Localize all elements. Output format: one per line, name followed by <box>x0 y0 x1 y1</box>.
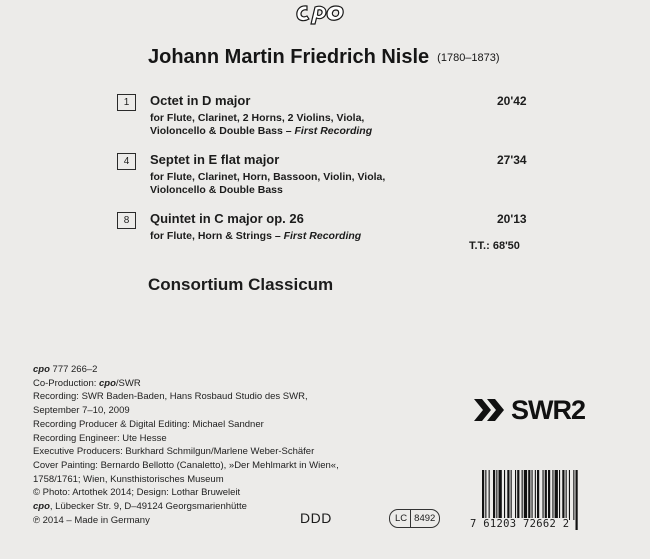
label-code <box>389 509 440 528</box>
cpo-logo <box>293 1 355 25</box>
double-chevron-icon <box>472 397 508 423</box>
track-number: 8 <box>117 212 136 229</box>
catalog-number-text: 777 266–2 <box>52 364 98 375</box>
recording-line: September 7–10, 2009 <box>33 405 130 417</box>
recording-line: Recording: SWR Baden-Baden, Hans Rosbaud Studio des SWR, <box>33 391 308 403</box>
track-instrumentation <box>150 112 372 138</box>
executive-line: Executive Producers: Burkhard Schmilgun/Marlene Weber-Schäfer <box>33 446 315 458</box>
ddd-mark: DDD <box>300 510 332 526</box>
painting-line: Cover Painting: Bernardo Bellotto (Canaletto), »Der Mehlmarkt in Wien«, <box>33 459 339 471</box>
cpo-wordmark: cpo <box>33 364 50 375</box>
instrumentation-text: Violoncello & Double Bass <box>150 125 283 137</box>
engineer-line: Recording Engineer: Ute Hesse <box>33 432 167 444</box>
track-duration: 20'42 <box>497 94 527 108</box>
track-number: 1 <box>117 94 136 111</box>
composer-dates: (1780–1873) <box>437 52 500 64</box>
instrumentation-text: for Flute, Horn & Strings <box>150 230 272 242</box>
address-text: , Lübecker Str. 9, D–49124 Georgsmarienhütte <box>49 501 247 513</box>
track-title: Septet in E flat major <box>150 152 280 167</box>
catalog-number <box>33 363 339 377</box>
track-title: Octet in D major <box>150 93 251 108</box>
instrumentation-line: for Flute, Clarinet, 2 Horns, 2 Violins, Viola, <box>150 112 365 124</box>
barcode-digits: 7 61203 72662 2 <box>470 518 570 530</box>
track-title: Quintet in C major op. 26 <box>150 211 304 226</box>
first-recording-note: – First Recording <box>274 230 362 242</box>
painting-line: 1758/1761; Wien, Kunsthistorisches Museum <box>33 473 224 485</box>
label-code-prefix: LC <box>390 510 411 527</box>
swr2-text: SWR2 <box>511 394 586 425</box>
coproduction-label: Co-Production: <box>33 377 97 389</box>
ensemble-name: Consortium Classicum <box>148 275 334 294</box>
coproduction-rest: /SWR <box>115 377 141 389</box>
composer-heading <box>148 46 500 69</box>
instrumentation-line <box>150 125 372 138</box>
photo-line: © Photo: Artothek 2014; Design: Lothar Bruweleit <box>33 487 241 499</box>
address-line <box>33 500 339 514</box>
producer-line: Recording Producer & Digital Editing: Michael Sandner <box>33 418 264 430</box>
cpo-wordmark: cpo <box>99 377 116 389</box>
copyright-line: ℗ 2014 – Made in Germany <box>33 514 150 526</box>
first-recording-note: – First Recording <box>285 125 373 137</box>
swr2-logo <box>472 395 585 425</box>
instrumentation-line <box>150 230 361 243</box>
total-time: T.T.: 68'50 <box>469 240 520 252</box>
label-code-number: 8492 <box>414 513 436 524</box>
instrumentation-line: Violoncello & Double Bass <box>150 184 283 196</box>
track-duration: 27'34 <box>497 153 527 167</box>
track-duration: 20'13 <box>497 212 527 226</box>
cpo-wordmark: cpo <box>33 501 50 513</box>
track-instrumentation <box>150 171 385 197</box>
track-instrumentation <box>150 230 361 243</box>
coproduction <box>33 377 339 391</box>
credits-block <box>33 363 339 527</box>
composer-name: Johann Martin Friedrich Nisle <box>148 46 430 68</box>
track-number: 4 <box>117 153 136 170</box>
instrumentation-line: for Flute, Clarinet, Horn, Bassoon, Violin, Viola, <box>150 171 386 183</box>
